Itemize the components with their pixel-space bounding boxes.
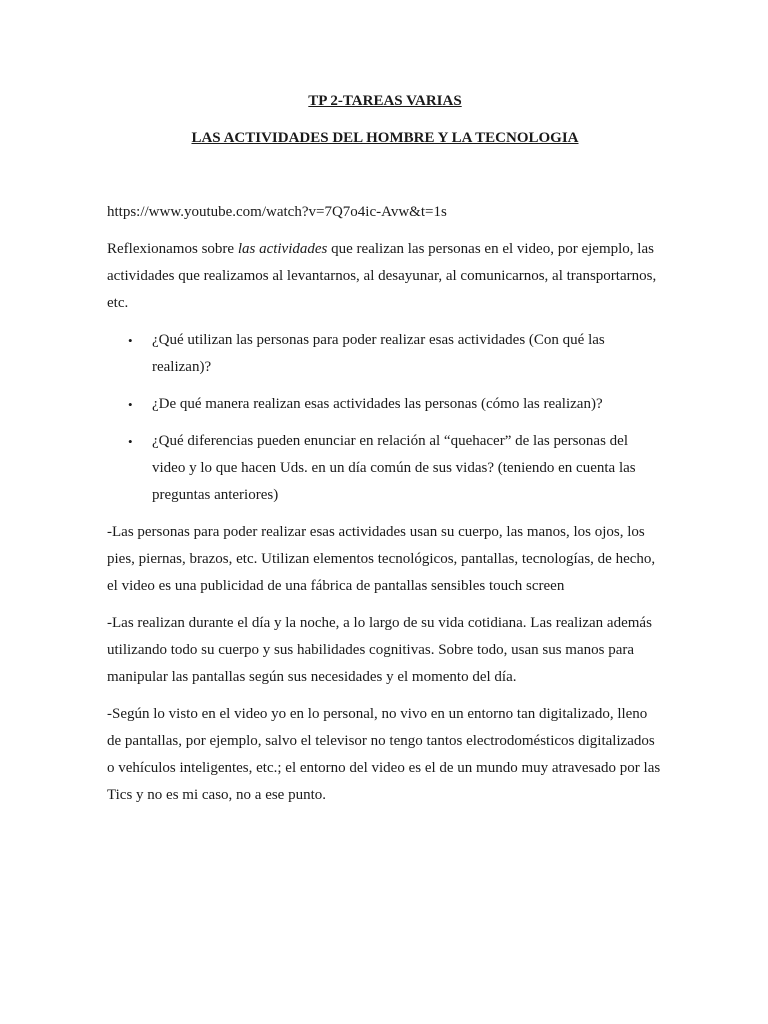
document-subtitle: LAS ACTIVIDADES DEL HOMBRE Y LA TECNOLOGIA [191, 130, 579, 146]
bullet-icon: • [128, 333, 133, 348]
intro-text-before: Reflexionamos sobre [107, 241, 238, 257]
question-item [128, 327, 663, 381]
intro-paragraph [107, 236, 663, 317]
video-url: https://www.youtube.com/watch?v=7Q7o4ic-Avw&t=1s [107, 204, 447, 220]
question-list [107, 327, 663, 509]
document-page [107, 88, 663, 819]
bullet-icon: • [128, 397, 133, 412]
question-item [128, 391, 663, 418]
question-text: ¿Qué diferencias pueden enunciar en relación al “quehacer” de las personas del video y lo que hacen Uds. en un día común de sus vidas? (teniendo en cuenta las preguntas anteriores) [152, 433, 636, 503]
intro-emphasis: las actividades [237, 241, 328, 257]
question-text: ¿De qué manera realizan esas actividades las personas (cómo las realizan)? [152, 396, 603, 412]
answer-paragraph: -Las personas para poder realizar esas actividades usan su cuerpo, las manos, los ojos, los pies, piernas, brazos, etc. Utilizan elementos tecnológicos, pantallas, tecnologías, de hecho, el video es una publicidad de una fábrica de pantallas sensibles touch screen [107, 524, 656, 594]
document-title: TP 2-TAREAS VARIAS [308, 93, 462, 109]
question-text: ¿Qué utilizan las personas para poder realizar esas actividades (Con qué las realizan)? [152, 332, 605, 375]
intro-text-after: que realizan las personas en el video, por ejemplo, las actividades que realizamos al levantarnos, al desayunar, al comunicarnos, al transportarnos, etc. [107, 241, 657, 311]
answer-paragraph: -Las realizan durante el día y la noche, a lo largo de su vida cotidiana. Las realizan además utilizando todo su cuerpo y sus habilidades cognitivas. Sobre todo, usan sus manos para manipular las pantallas según sus necesidades y el momento del día. [107, 615, 652, 685]
answer-paragraph: -Según lo visto en el video yo en lo personal, no vivo en un entorno tan digitalizado, lleno de pantallas, por ejemplo, salvo el televisor no tengo tantos electrodomésticos digitalizados o vehículos inteligentes, etc.; el entorno del video es el de un mundo muy atravesado por las Tics y no es mi caso, no a ese punto. [107, 706, 661, 803]
question-item [128, 428, 663, 509]
bullet-icon: • [128, 434, 133, 449]
